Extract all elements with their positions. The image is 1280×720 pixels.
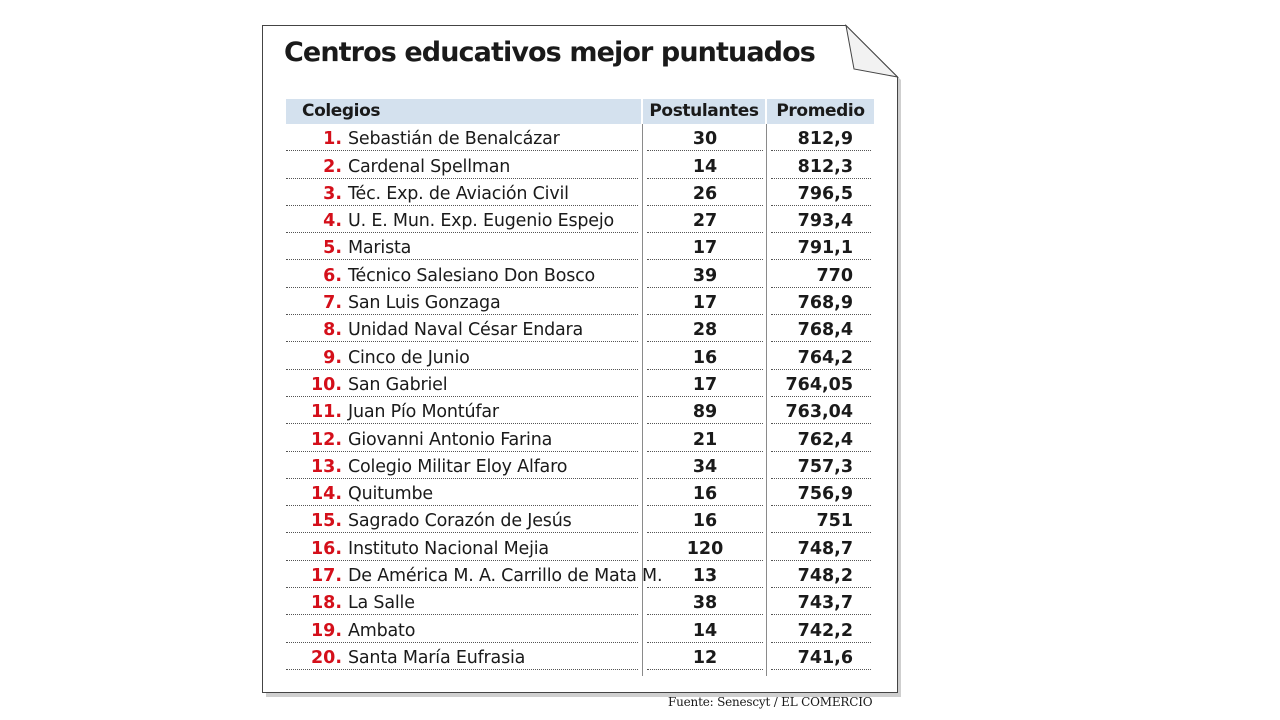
school-name: Instituto Nacional Mejia: [348, 538, 549, 559]
school-cell: [286, 315, 638, 342]
table-row: [286, 452, 874, 479]
school-name: Ambato: [348, 620, 416, 641]
school-cell: [286, 479, 638, 506]
postulantes-cell: 34: [647, 452, 763, 479]
table-header: [286, 99, 874, 124]
promedio-cell: 768,9: [771, 288, 871, 315]
promedio-cell: 796,5: [771, 179, 871, 206]
rank-number: 18.: [310, 593, 342, 614]
postulantes-cell: 30: [647, 124, 763, 151]
school-name: U. E. Mun. Exp. Eugenio Espejo: [348, 211, 615, 232]
table-row: [286, 179, 874, 206]
promedio-cell: 764,05: [771, 370, 871, 397]
rank-number: 16.: [310, 538, 342, 559]
table-row: [286, 233, 874, 260]
ranking-table: [286, 99, 874, 672]
school-name: San Gabriel: [348, 374, 448, 395]
rank-number: 17.: [310, 566, 342, 587]
postulantes-cell: 89: [647, 397, 763, 424]
folded-corner-icon: [846, 26, 898, 78]
table-card: [262, 25, 898, 693]
rank-number: 3.: [323, 183, 342, 204]
rank-number: 6.: [323, 265, 342, 286]
table-row: [286, 506, 874, 533]
promedio-cell: 751: [771, 506, 871, 533]
postulantes-cell: 12: [647, 643, 763, 670]
source-credit: Fuente: Senescyt / EL COMERCIO: [668, 695, 873, 709]
school-name: Técnico Salesiano Don Bosco: [348, 265, 596, 286]
rank-number: 14.: [310, 484, 342, 505]
promedio-cell: 757,3: [771, 452, 871, 479]
rank-number: 15.: [310, 511, 342, 532]
rank-number: 10.: [310, 374, 342, 395]
rank-number: 5.: [323, 238, 342, 259]
promedio-cell: 748,7: [771, 534, 871, 561]
school-cell: [286, 206, 638, 233]
school-cell: [286, 588, 638, 615]
school-cell: [286, 124, 638, 151]
school-cell: [286, 616, 638, 643]
table-row: [286, 288, 874, 315]
column-header-postulantes: Postulantes: [643, 99, 765, 124]
rank-number: 13.: [310, 456, 342, 477]
school-name: La Salle: [348, 593, 415, 614]
school-cell: [286, 506, 638, 533]
school-name: Téc. Exp. de Aviación Civil: [348, 183, 569, 204]
rank-number: 12.: [310, 429, 342, 450]
school-name: Sebastián de Benalcázar: [348, 129, 560, 150]
rank-number: 1.: [323, 129, 342, 150]
table-row: [286, 561, 874, 588]
postulantes-cell: 16: [647, 479, 763, 506]
school-cell: [286, 397, 638, 424]
promedio-cell: 793,4: [771, 206, 871, 233]
rank-number: 4.: [323, 211, 342, 232]
school-name: Unidad Naval César Endara: [348, 320, 584, 341]
column-header-colegios: Colegios: [286, 99, 641, 124]
postulantes-cell: 120: [647, 534, 763, 561]
promedio-cell: 812,3: [771, 152, 871, 179]
promedio-cell: 812,9: [771, 124, 871, 151]
school-cell: [286, 534, 638, 561]
school-name: Cinco de Junio: [348, 347, 470, 368]
promedio-cell: 742,2: [771, 616, 871, 643]
school-name: Giovanni Antonio Farina: [348, 429, 553, 450]
school-cell: [286, 643, 638, 670]
school-cell: [286, 452, 638, 479]
postulantes-cell: 17: [647, 288, 763, 315]
postulantes-cell: 27: [647, 206, 763, 233]
school-cell: [286, 179, 638, 206]
postulantes-cell: 14: [647, 616, 763, 643]
table-row: [286, 479, 874, 506]
table-row: [286, 260, 874, 287]
school-name: Juan Pío Montúfar: [348, 402, 499, 423]
school-name: Santa María Eufrasia: [348, 647, 526, 668]
school-name: Cardenal Spellman: [348, 156, 511, 177]
promedio-cell: 763,04: [771, 397, 871, 424]
postulantes-cell: 21: [647, 425, 763, 452]
promedio-cell: 770: [771, 261, 871, 288]
rank-number: 8.: [323, 320, 342, 341]
table-row: [286, 397, 874, 424]
table-row: [286, 206, 874, 233]
school-cell: [286, 152, 638, 179]
table-row: [286, 643, 874, 670]
school-name: Quitumbe: [348, 484, 434, 505]
promedio-cell: 768,4: [771, 315, 871, 342]
promedio-cell: 743,7: [771, 588, 871, 615]
rank-number: 19.: [310, 620, 342, 641]
table-body: [286, 124, 874, 672]
school-cell: [286, 370, 638, 397]
rank-number: 20.: [310, 647, 342, 668]
postulantes-cell: 26: [647, 179, 763, 206]
table-row: [286, 124, 874, 151]
rank-number: 7.: [323, 293, 342, 314]
promedio-cell: 762,4: [771, 425, 871, 452]
rank-number: 2.: [323, 156, 342, 177]
table-row: [286, 424, 874, 451]
school-name: Sagrado Corazón de Jesús: [348, 511, 572, 532]
school-name: Colegio Militar Eloy Alfaro: [348, 456, 568, 477]
school-cell: [286, 261, 638, 288]
postulantes-cell: 16: [647, 343, 763, 370]
school-name: De América M. A. Carrillo de Mata M.: [348, 566, 663, 587]
table-row: [286, 615, 874, 642]
school-cell: [286, 343, 638, 370]
promedio-cell: 741,6: [771, 643, 871, 670]
postulantes-cell: 16: [647, 506, 763, 533]
school-cell: [286, 288, 638, 315]
rank-number: 11.: [310, 402, 342, 423]
postulantes-cell: 39: [647, 261, 763, 288]
table-row: [286, 533, 874, 560]
postulantes-cell: 28: [647, 315, 763, 342]
table-row: [286, 315, 874, 342]
school-name: Marista: [348, 238, 412, 259]
school-cell: [286, 561, 663, 588]
chart-title: Centros educativos mejor puntuados: [284, 37, 815, 68]
rank-number: 9.: [323, 347, 342, 368]
school-cell: [286, 233, 638, 260]
table-row: [286, 151, 874, 178]
school-name: San Luis Gonzaga: [348, 293, 501, 314]
promedio-cell: 748,2: [771, 561, 871, 588]
column-header-promedio: Promedio: [767, 99, 874, 124]
table-row: [286, 588, 874, 615]
promedio-cell: 764,2: [771, 343, 871, 370]
postulantes-cell: 17: [647, 370, 763, 397]
promedio-cell: 756,9: [771, 479, 871, 506]
table-row: [286, 370, 874, 397]
school-cell: [286, 425, 638, 452]
postulantes-cell: 13: [647, 561, 763, 588]
promedio-cell: 791,1: [771, 233, 871, 260]
postulantes-cell: 14: [647, 152, 763, 179]
table-row: [286, 342, 874, 369]
postulantes-cell: 38: [647, 588, 763, 615]
postulantes-cell: 17: [647, 233, 763, 260]
